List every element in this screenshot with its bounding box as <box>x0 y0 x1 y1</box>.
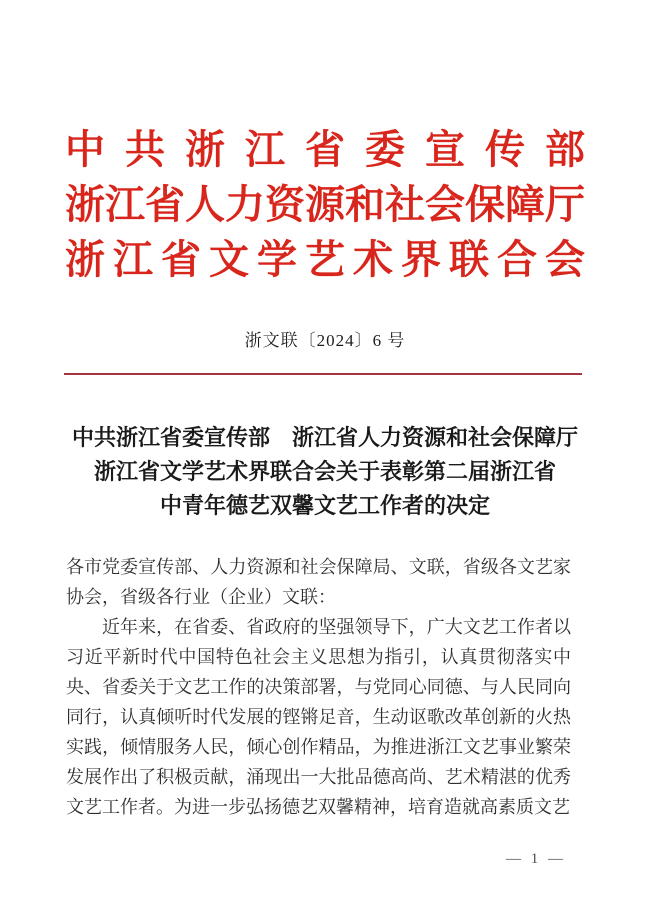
document-title-line-3: 中青年德艺双馨文艺工作者的决定 <box>159 493 490 518</box>
document-body <box>66 552 571 822</box>
salutation: 各市党委宣传部、人力资源和社会保障局、文联，省级各文艺家协会，省级各行业（企业）文联： <box>66 557 571 607</box>
document-title <box>30 421 620 523</box>
body-paragraph: 近年来，在省委、省政府的坚强领导下，广大文艺工作者以习近平新时代中国特色社会主义思想为指引，认真贯彻落实中央、省委关于文艺工作的决策部署，与党同心同德、与人民同向同行，认真倾听时代发展的铿锵足音，生动讴歌改革创新的火热实践，倾情服务人民，倾心创作精品，为推进浙江文艺事业繁荣发展作出了积极贡献，涌现出一大批品德高尚、艺术精湛的优秀文艺工作者。为进一步弘扬德艺双馨精神，培育造就高素质文艺 <box>66 617 571 817</box>
issuing-agency-line-3: 浙 江 省 文 学 艺 术 界 联 合 会 <box>65 237 585 282</box>
issuing-agency-line-1: 中 共 浙 江 省 委 宣 传 部 <box>65 127 585 172</box>
issuing-agency-line-2: 浙 江 省 人 力 资 源 和 社 会 保 障 厅 <box>65 182 585 227</box>
page-number: — 1 — <box>506 851 566 867</box>
document-number: 浙文联〔2024〕6 号 <box>244 331 406 350</box>
red-letterhead <box>65 122 585 287</box>
red-divider-line <box>64 373 582 375</box>
document-title-line-2: 浙江省文学艺术界联合会关于表彰第二届浙江省 <box>93 459 556 484</box>
document-title-line-1: 中共浙江省委宣传部 浙江省人力资源和社会保障厅 <box>71 425 578 450</box>
